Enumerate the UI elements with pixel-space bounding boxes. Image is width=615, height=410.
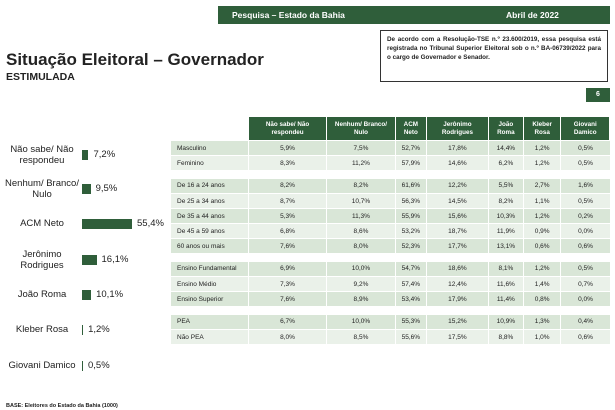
header-bar [218,6,610,24]
bar-value-label: 55,4% [137,218,164,229]
table-cell: 0,6% [561,239,610,254]
spacer-cell [171,254,610,262]
table-row [171,239,610,254]
page-title: Situação Eleitoral – Governador [6,50,264,69]
bar [82,255,97,265]
table-header-row [171,117,610,141]
table-cell: 53,2% [395,224,426,239]
row-label: De 25 a 34 anos [171,194,249,209]
group-spacer [171,254,610,262]
table-row [171,156,610,171]
table-cell: 8,8% [488,330,523,345]
table-cell: 8,7% [249,194,327,209]
table-cell: 7,3% [249,277,327,292]
row-label: 60 anos ou mais [171,239,249,254]
table-cell: 0,5% [561,262,610,277]
spacer-cell [171,171,610,179]
table-cell: 6,7% [249,315,327,330]
bar-value-label: 1,2% [88,324,110,335]
row-label: Ensino Fundamental [171,262,249,277]
table-cell: 0,5% [561,156,610,171]
table-cell: 10,3% [488,209,523,224]
table-cell: 1,4% [523,277,561,292]
bar-value-label: 10,1% [96,289,124,300]
bar [82,325,83,335]
table-cell: 17,8% [426,141,488,156]
table-cell: 8,0% [249,330,327,345]
table-cell: 6,2% [488,156,523,171]
table-cell: 1,2% [523,141,561,156]
bar-value-label: 0,5% [88,360,110,371]
table-cell: 1,2% [523,156,561,171]
table-cell: 0,4% [561,315,610,330]
table-cell: 0,8% [523,292,561,307]
data-table [170,116,610,345]
table-row [171,292,610,307]
table-cell: 0,0% [561,292,610,307]
table-cell: 5,3% [249,209,327,224]
bar [82,150,88,160]
table-cell: 11,2% [327,156,396,171]
group-spacer [171,307,610,315]
page-subtitle: ESTIMULADA [6,71,75,83]
bar-value-label: 16,1% [101,254,129,265]
table-row [171,277,610,292]
table-cell: 11,9% [488,224,523,239]
row-label: Não PEA [171,330,249,345]
table-cell: 8,1% [488,262,523,277]
table-cell: 10,9% [488,315,523,330]
table-cell: 11,4% [488,292,523,307]
table-row [171,179,610,194]
table-cell: 0,5% [561,141,610,156]
table-row [171,224,610,239]
table-cell: 1,2% [523,262,561,277]
table-cell: 6,9% [249,262,327,277]
table-cell: 7,6% [249,239,327,254]
row-label: Feminino [171,156,249,171]
table-cell: 8,2% [488,194,523,209]
table-cell: 5,9% [249,141,327,156]
table-row [171,262,610,277]
table-cell: 0,5% [561,194,610,209]
table-cell: 1,6% [561,179,610,194]
table-cell: 8,9% [327,292,396,307]
table-cell: 7,5% [327,141,396,156]
bar-value-label: 9,5% [95,183,118,194]
table-cell: 57,4% [395,277,426,292]
table-cell: 12,4% [426,277,488,292]
bar-label: Kleber Rosa [15,324,69,336]
spacer-cell [171,307,610,315]
table-cell: 1,0% [523,330,561,345]
table-cell: 55,6% [395,330,426,345]
table-cell: 0,7% [561,277,610,292]
column-header: Giovani Damico [561,117,610,141]
bar-label: João Roma [17,289,67,301]
table-cell: 17,7% [426,239,488,254]
bar-value-label: 7,2% [93,149,116,160]
table-cell: 14,4% [488,141,523,156]
registration-notice: De acordo com a Resolução-TSE n.º 23.600/2019, essa pesquisa está registrada no Tribunal Superior Eleitoral sob o n.º BA-06739/2022 para o cargo de Governador e Senador. [380,30,608,82]
bar-label: ACM Neto [20,218,64,230]
table-cell: 17,5% [426,330,488,345]
table-cell: 8,5% [327,330,396,345]
table-cell: 17,9% [426,292,488,307]
bar-label: Não sabe/ Não respondeu [10,143,74,166]
table-row [171,141,610,156]
table-cell: 0,0% [561,224,610,239]
row-label: Ensino Médio [171,277,249,292]
table-cell: 54,7% [395,262,426,277]
survey-title: Pesquisa – Estado da Bahia [232,10,345,20]
bar [82,290,91,300]
table-cell: 52,3% [395,239,426,254]
row-label: Masculino [171,141,249,156]
table-cell: 56,3% [395,194,426,209]
table-row [171,330,610,345]
table-cell: 8,6% [327,224,396,239]
table-cell: 0,6% [561,330,610,345]
table-cell: 55,9% [395,209,426,224]
row-label: PEA [171,315,249,330]
table-cell: 11,6% [488,277,523,292]
table-cell: 57,9% [395,156,426,171]
table-cell: 52,7% [395,141,426,156]
column-header: Não sabe/ Não respondeu [249,117,327,141]
table-cell: 1,3% [523,315,561,330]
table-row [171,194,610,209]
table-cell: 53,4% [395,292,426,307]
table-cell: 15,2% [426,315,488,330]
table-cell: 1,1% [523,194,561,209]
table-cell: 1,2% [523,209,561,224]
table-cell: 9,2% [327,277,396,292]
bar [82,361,83,371]
table-cell: 8,2% [327,179,396,194]
table-cell: 10,7% [327,194,396,209]
row-label: De 35 a 44 anos [171,209,249,224]
table-cell: 7,6% [249,292,327,307]
bar-label: Jerônimo Rodrigues [20,248,64,271]
bar [82,219,132,229]
row-label: Ensino Superior [171,292,249,307]
table-cell: 2,7% [523,179,561,194]
footnote: BASE: Eleitores do Estado da Bahia (1000) [6,403,118,409]
table-cell: 13,1% [488,239,523,254]
table-cell: 5,5% [488,179,523,194]
bar-label: Giovani Damico [8,360,76,372]
group-spacer [171,171,610,179]
table-cell: 10,0% [327,262,396,277]
table-cell: 12,2% [426,179,488,194]
table-cell: 15,6% [426,209,488,224]
column-header: Jerônimo Rodrigues [426,117,488,141]
bar-label: Nenhum/ Branco/ Nulo [5,177,79,200]
column-header: João Roma [488,117,523,141]
table-cell: 14,6% [426,156,488,171]
table-cell: 10,0% [327,315,396,330]
table-cell: 55,3% [395,315,426,330]
table-cell: 8,2% [249,179,327,194]
survey-date: Abril de 2022 [506,10,559,20]
row-label: De 16 a 24 anos [171,179,249,194]
table-cell: 8,0% [327,239,396,254]
table-cell: 0,6% [523,239,561,254]
table-row [171,315,610,330]
table-cell: 18,7% [426,224,488,239]
table-cell: 11,3% [327,209,396,224]
table-cell: 8,3% [249,156,327,171]
table-cell: 61,6% [395,179,426,194]
table-body [171,141,610,345]
column-header [171,117,249,141]
column-header: ACM Neto [395,117,426,141]
column-header: Nenhum/ Branco/ Nulo [327,117,396,141]
column-header: Kleber Rosa [523,117,561,141]
table-cell: 6,8% [249,224,327,239]
row-label: De 45 a 59 anos [171,224,249,239]
table-cell: 14,5% [426,194,488,209]
page-number: 6 [586,88,610,102]
table-cell: 18,6% [426,262,488,277]
table-cell: 0,2% [561,209,610,224]
bar [82,184,91,194]
table-row [171,209,610,224]
table-cell: 0,9% [523,224,561,239]
